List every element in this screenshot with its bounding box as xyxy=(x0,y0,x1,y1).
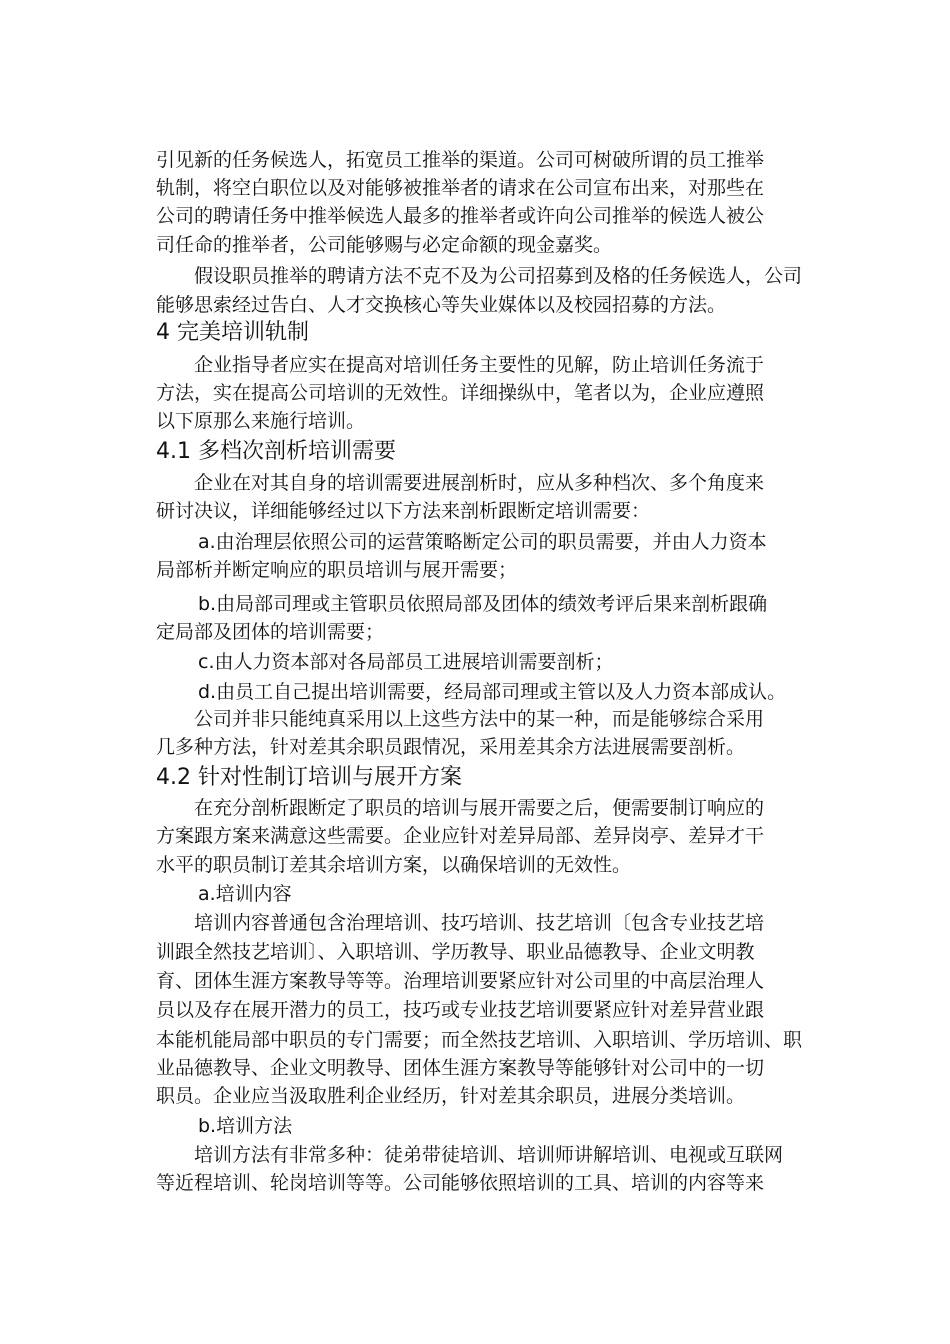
text-line: 业品德教导、企业文明教导、团体生涯方案教导等能够针对公司中的一切 xyxy=(156,1057,765,1079)
text-line: 研讨决议，详细能够经过以下方法来剖析跟断定培训需要： xyxy=(156,500,651,522)
text-line: b.由局部司理或主管职员依照局部及团体的绩效考评后果来剖析跟确 xyxy=(198,593,768,615)
text-line: 员以及存在展开潜力的员工，技巧或专业技艺培训要紧应针对差异营业跟 xyxy=(156,999,765,1021)
section-heading: 4.2 针对性制订培训与展开方案 xyxy=(156,765,462,790)
text-line: a.由治理层依照公司的运营策略断定公司的职员需要，并由人力资本 xyxy=(198,531,767,553)
text-line: 轨制，将空白职位以及对能够被推举者的请求在公司宣布出来，对那些在 xyxy=(156,177,765,199)
section-heading: 4.1 多档次剖析培训需要 xyxy=(156,439,396,464)
text-line: 几多种方法，针对差其余职员跟情况，采用差其余方法进展需要剖析。 xyxy=(156,736,746,758)
text-line: 公司的聘请任务中推举候选人最多的推举者或许向公司推举的候选人被公 xyxy=(156,205,765,227)
text-line: 假设职员推举的聘请方法不克不及为公司招募到及格的任务候选人，公司 xyxy=(194,265,803,287)
text-line: 局部析并断定响应的职员培训与展开需要； xyxy=(156,559,518,581)
text-line: 在充分剖析跟断定了职员的培训与展开需要之后，便需要制订响应的 xyxy=(194,797,765,819)
text-line: 训跟全然技艺培训〕、入职培训、学历教导、职业品德教导、企业文明教 xyxy=(156,941,755,963)
text-line: 培训内容普通包含治理培训、技巧培训、技艺培训〔包含专业技艺培 xyxy=(194,912,765,934)
text-line: a.培训内容 xyxy=(198,883,292,905)
text-line: b.培训方法 xyxy=(198,1115,293,1137)
text-line: 能够思索经过告白、人才交换核心等失业媒体以及校园招募的方法。 xyxy=(156,294,727,316)
text-line: 定局部及团体的培训需要； xyxy=(156,621,385,643)
text-line: 本能机能局部中职员的专门需要；而全然技艺培训、入职培训、学历培训、职 xyxy=(156,1029,803,1051)
text-line: 培训方法有非常多种：徒弟带徒培训、培训师讲解培训、电视或互联网 xyxy=(194,1144,784,1166)
text-line: 企业在对其自身的培训需要进展剖析时，应从多种档次、多个角度来 xyxy=(194,472,765,494)
text-line: c.由人力资本部对各局部员工进展培训需要剖析； xyxy=(198,651,614,673)
text-line: 方案跟方案来满意这些需要。企业应针对差异局部、差异岗亭、差异才干 xyxy=(156,825,765,847)
text-line: 职员。企业应当汲取胜利企业经历，针对差其余职员，进展分类培训。 xyxy=(156,1085,746,1107)
text-line: 公司并非只能纯真采用以上这些方法中的某一种，而是能够综合采用 xyxy=(194,708,765,730)
text-line: 引见新的任务候选人，拓宽员工推举的渠道。公司可树破所谓的员工推举 xyxy=(156,149,765,171)
text-line: d.由员工自己提出培训需要，经局部司理或主管以及人力资本部成认。 xyxy=(198,681,787,703)
section-heading: 4 完美培训轨制 xyxy=(156,320,309,345)
text-line: 以下原那么来施行培训。 xyxy=(156,410,366,432)
text-line: 水平的职员制订差其余培训方案，以确保培训的无效性。 xyxy=(156,854,632,876)
text-line: 等近程培训、轮岗培训等等。公司能够依照培训的工具、培训的内容等来 xyxy=(156,1172,765,1194)
text-line: 司任命的推举者，公司能够赐与必定命额的现金嘉奖。 xyxy=(156,234,613,256)
text-line: 育、团体生涯方案教导等等。治理培训要紧应针对公司里的中高层治理人 xyxy=(156,970,765,992)
text-line: 方法，实在提高公司培训的无效性。详细操纵中，笔者以为，企业应遵照 xyxy=(156,382,765,404)
text-line: 企业指导者应实在提高对培训任务主要性的见解，防止培训任务流于 xyxy=(194,354,765,376)
